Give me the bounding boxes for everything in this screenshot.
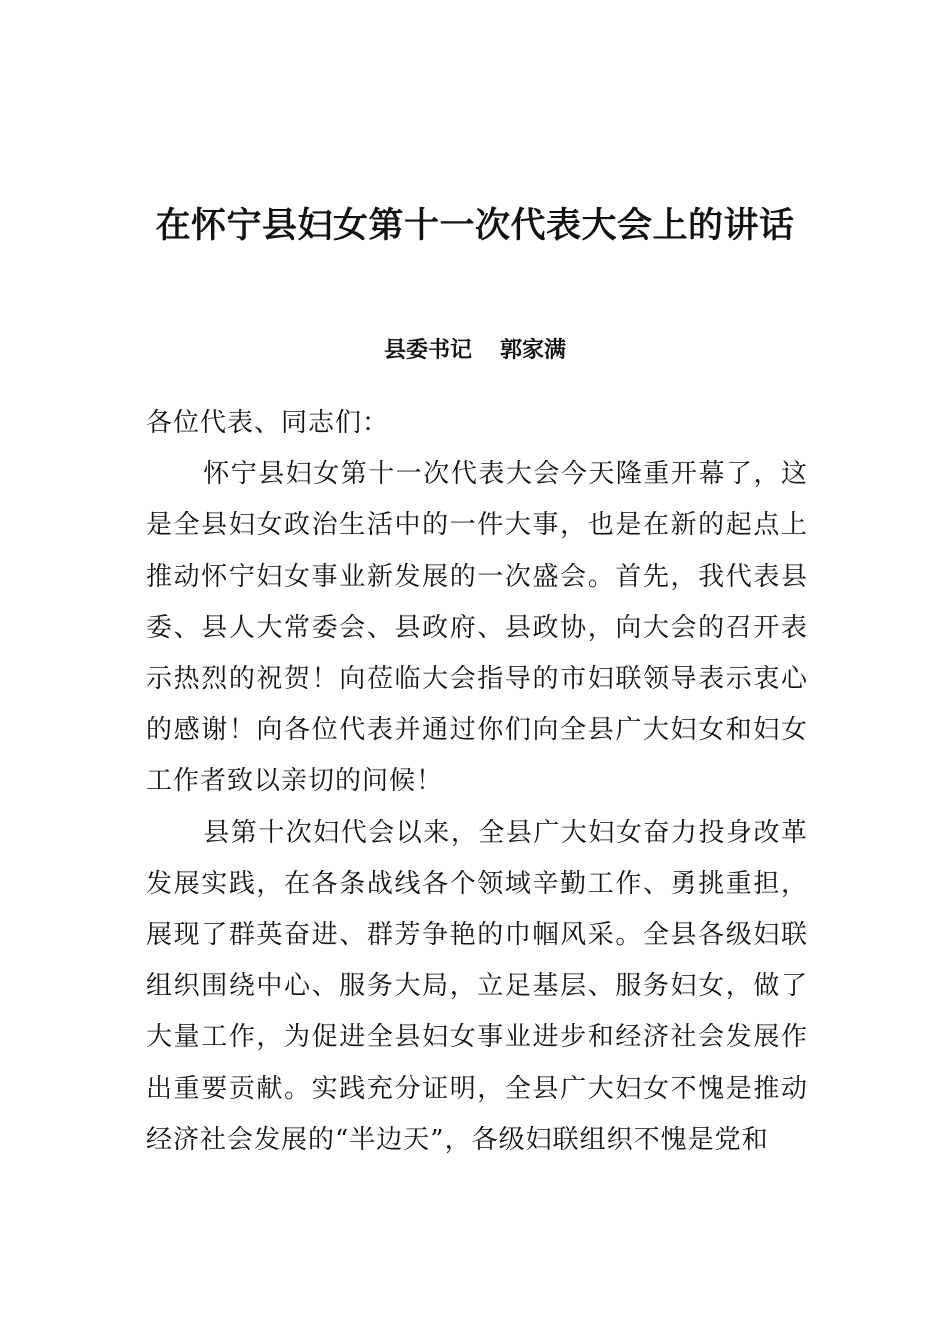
document-body — [146, 398, 808, 1166]
salutation: 各位代表、同志们： — [146, 408, 390, 438]
author-byline — [0, 330, 950, 370]
document-title: 在怀宁县妇女第十一次代表大会上的讲话 — [155, 206, 795, 246]
paragraph-1: 怀宁县妇女第十一次代表大会今天隆重开幕了，这是全县妇女政治生活中的一件大事，也是在新的起点上推动怀宁妇女事业新发展的一次盛会。首先，我代表县委、县人大常委会、县政府、县政协，向大会的召开表示热烈的祝贺！向莅临大会指导的市妇联领导表示衷心的感谢！向各位代表并通过你们向全县广大妇女和妇女工作者致以亲切的问候！ — [146, 459, 808, 797]
author-role: 县委书记 — [383, 337, 472, 363]
paragraph-2: 县第十次妇代会以来，全县广大妇女奋力投身改革发展实践，在各条战线各个领域辛勤工作、勇挑重担，展现了群英奋进、群芳争艳的巾帼风采。全县各级妇联组织围绕中心、服务大局，立足基层、服务妇女，做了大量工作，为促进全县妇女事业进步和经济社会发展作出重要贡献。实践充分证明，全县广大妇女不愧是推动经济社会发展的“半边天”，各级妇联组织不愧是党和 — [146, 817, 808, 1155]
author-name: 郭家满 — [500, 337, 567, 363]
